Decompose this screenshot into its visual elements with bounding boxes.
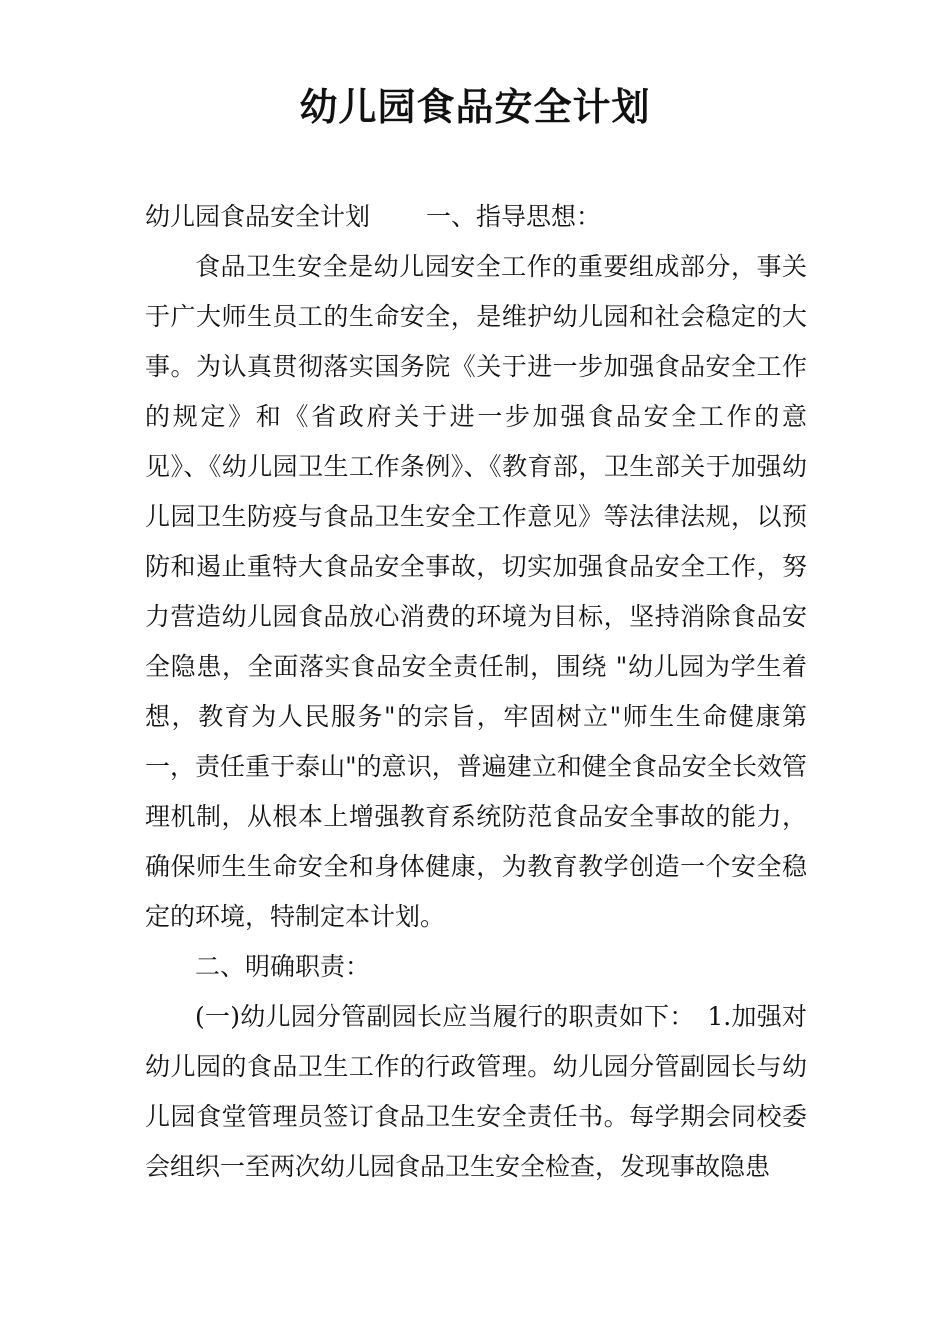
intro-label: 幼儿园食品安全计划 xyxy=(145,202,371,231)
paragraph-responsibilities: (一)幼儿园分管副园长应当履行的职责如下： 1.加强对幼儿园的食品卫生工作的行政管理。幼儿园分管副园长与幼儿园食堂管理员签订食品卫生安全责任书。每学期会同校委会组织一至两次幼儿园食品卫生安全检查，发现事故隐患 xyxy=(145,1002,807,1181)
section-one-heading: 一、指导思想： xyxy=(426,202,602,231)
document-title: 幼儿园食品安全计划 xyxy=(299,84,651,129)
intro-line xyxy=(145,192,807,242)
document-body xyxy=(145,192,807,1192)
section-two-heading: 二、明确职责： xyxy=(195,952,371,981)
paragraph-guiding-thought: 食品卫生安全是幼儿园安全工作的重要组成部分，事关于广大师生员工的生命安全，是维护幼儿园和社会稳定的大事。为认真贯彻落实国务院《关于进一步加强食品安全工作的规定》和《省政府关于进一步加强食品安全工作的意见》、《幼儿园卫生工作条例》、《教育部，卫生部关于加强幼儿园卫生防疫与食品卫生安全工作意见》等法律法规，以预防和遏止重特大食品安全事故，切实加强食品安全工作，努力营造幼儿园食品放心消费的环境为目标，坚持消除食品安全隐患，全面落实食品安全责任制，围绕 "幼儿园为学生着想，教育为人民服务"的宗旨，牢固树立"师生生命健康第一，责任重于泰山"的意识，普遍建立和健全食品安全长效管理机制，从根本上增强教育系统防范食品安全事故的能力，确保师生生命安全和身体健康，为教育教学创造一个安全稳定的环境，特制定本计划。 xyxy=(145,252,807,931)
